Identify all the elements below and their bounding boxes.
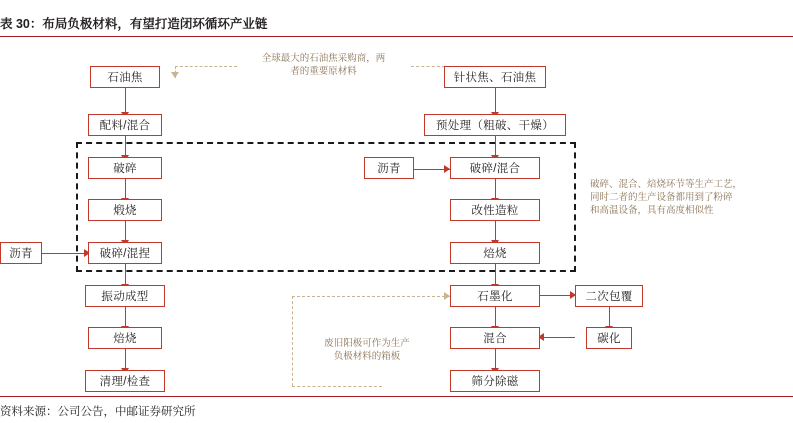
connector-coke-to-blending	[125, 87, 126, 114]
node-cleaning-inspection[interactable]: 清理/检查	[85, 370, 165, 392]
node-petroleum-coke[interactable]: 石油焦	[90, 66, 160, 88]
connector-note-bottom-to-graphitization	[292, 296, 450, 297]
node-graphitization[interactable]: 石墨化	[450, 285, 540, 307]
node-mixing[interactable]: 混合	[450, 327, 540, 349]
node-crush-knead[interactable]: 破碎/混捏	[88, 242, 162, 264]
node-needle-coke[interactable]: 针状焦、石油焦	[444, 66, 546, 88]
node-modify-granulate[interactable]: 改性造粒	[450, 199, 540, 221]
node-vibration-forming[interactable]: 振动成型	[85, 285, 165, 307]
node-screening-demagnet[interactable]: 筛分除磁	[450, 370, 540, 392]
connector-needlecoke-to-pretreatment	[495, 87, 496, 114]
node-asphalt-left[interactable]: 沥青	[0, 242, 42, 264]
node-carbonization[interactable]: 碳化	[586, 327, 632, 349]
note-top: 全球最大的石油焦采购商，两 者的重要原材料	[261, 53, 386, 77]
connector-note-bottom-base	[292, 386, 382, 387]
connector-note-bottom-vertical	[292, 296, 293, 386]
connector-carbonization-to-mixing	[540, 337, 575, 338]
node-secondary-coating[interactable]: 二次包覆	[575, 285, 643, 307]
title-divider	[0, 36, 793, 37]
node-crushing-left[interactable]: 破碎	[88, 157, 162, 179]
arrow-note-top-left	[171, 72, 179, 78]
footer-divider	[0, 396, 793, 397]
source-note: 资料来源：公司公告，中邮证券研究所	[0, 406, 196, 418]
node-pretreatment[interactable]: 预处理（粗破、干燥）	[424, 114, 566, 136]
note-bottom: 废旧阳极可作为生产 负极材料的箱板	[324, 338, 410, 362]
note-right: 破碎、混合、焙烧环节等生产工艺， 同时二者的生产设备都用到了粉碎 和高温设备，具有高度相似性	[590, 179, 743, 216]
node-crush-mix[interactable]: 破碎/混合	[450, 157, 540, 179]
connector-note-top-left	[175, 66, 237, 67]
node-roasting-right[interactable]: 焙烧	[450, 242, 540, 264]
node-asphalt-mid[interactable]: 沥青	[364, 157, 414, 179]
connector-asphalt-to-knead	[42, 253, 90, 254]
node-roasting-left[interactable]: 焙烧	[88, 327, 162, 349]
node-blending[interactable]: 配料/混合	[88, 114, 162, 136]
page-title: 表 30：布局负极材料，有望打造闭环循环产业链	[0, 17, 268, 31]
node-calcining-left[interactable]: 煅烧	[88, 199, 162, 221]
